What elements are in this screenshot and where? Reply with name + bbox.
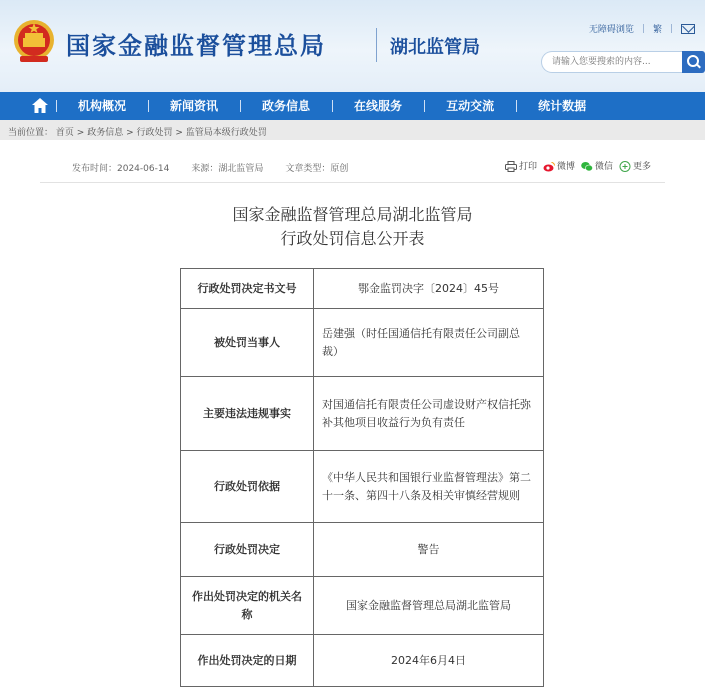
- site-title[interactable]: 国家金融监督管理总局: [66, 32, 326, 60]
- nav-item-online-service[interactable]: 在线服务: [332, 92, 424, 120]
- table-row: [181, 451, 544, 523]
- table-value: 岳建强（时任国通信托有限责任公司副总裁）: [314, 309, 544, 377]
- search-icon[interactable]: [682, 51, 705, 73]
- breadcrumb-item-home[interactable]: 首页: [55, 128, 74, 138]
- nav-item-statistics[interactable]: 统计数据: [516, 92, 608, 120]
- site-header: [0, 0, 705, 92]
- table-value: 国家金融监督管理总局湖北监管局: [314, 577, 544, 635]
- table-row: [181, 523, 544, 577]
- table-label: 行政处罚决定: [181, 523, 314, 577]
- breadcrumb-separator: >: [126, 128, 137, 138]
- document-title: [0, 203, 705, 251]
- breadcrumb-item-government-info[interactable]: 政务信息: [87, 128, 124, 138]
- table-label: 主要违法违规事实: [181, 377, 314, 451]
- breadcrumb-item-penalty[interactable]: 行政处罚: [136, 128, 173, 138]
- table-value: 对国通信托有限责任公司虚设财产权信托弥补其他项目收益行为负有责任: [314, 377, 544, 451]
- nav-item-news[interactable]: 新闻资讯: [148, 92, 240, 120]
- share-bar: [505, 159, 651, 172]
- wechat-icon: [581, 161, 593, 172]
- table-row: [181, 577, 544, 635]
- table-row: [181, 635, 544, 687]
- plus-circle-icon: [619, 161, 631, 172]
- home-icon[interactable]: [32, 98, 48, 113]
- table-label: 作出处罚决定的日期: [181, 635, 314, 687]
- table-label: 被处罚当事人: [181, 309, 314, 377]
- wechat-label: 微信: [594, 162, 613, 172]
- national-emblem-icon[interactable]: [12, 16, 56, 66]
- meta-divider: [40, 182, 665, 183]
- weibo-label: 微博: [556, 162, 575, 172]
- divider: |: [669, 23, 673, 34]
- table-value: 警告: [314, 523, 544, 577]
- divider: |: [641, 23, 645, 34]
- nav-item-government-info[interactable]: 政务信息: [240, 92, 332, 120]
- document-title-line1: 国家金融监督管理总局湖北监管局: [232, 205, 473, 224]
- table-row: [181, 269, 544, 309]
- accessibility-link[interactable]: 无障碍浏览: [588, 25, 634, 35]
- breadcrumb-separator: >: [175, 128, 186, 138]
- table-label: 行政处罚依据: [181, 451, 314, 523]
- more-button[interactable]: [619, 159, 651, 172]
- table-value: 《中华人民共和国银行业监督管理法》第二十一条、第四十八条及相关审慎经营规则: [314, 451, 544, 523]
- top-links: [589, 22, 695, 35]
- article-meta: [72, 161, 348, 174]
- penalty-info-table: [180, 268, 544, 687]
- table-label: 行政处罚决定书文号: [181, 269, 314, 309]
- breadcrumb-separator: >: [76, 128, 88, 138]
- weibo-icon: [543, 161, 555, 172]
- table-label: 作出处罚决定的机关名称: [181, 577, 314, 635]
- site-subtitle[interactable]: 湖北监管局: [390, 37, 480, 58]
- breadcrumb-prefix: 当前位置：: [8, 128, 54, 138]
- nav-home[interactable]: [0, 92, 56, 120]
- publish-time: 发布时间：2024-06-14: [72, 164, 170, 174]
- table-value: 鄂金监罚决字〔2024〕45号: [314, 269, 544, 309]
- nav-item-interaction[interactable]: 互动交流: [424, 92, 516, 120]
- breadcrumb-item-bureau-penalty[interactable]: 监管局本级行政处罚: [185, 128, 267, 138]
- mail-icon[interactable]: [681, 24, 695, 34]
- search-input[interactable]: [541, 51, 682, 73]
- main-nav: [0, 92, 705, 120]
- wechat-button[interactable]: [581, 159, 613, 172]
- table-row: [181, 309, 544, 377]
- print-icon: [505, 161, 517, 172]
- document-title-line2: 行政处罚信息公开表: [280, 229, 425, 248]
- nav-item-about[interactable]: 机构概况: [56, 92, 148, 120]
- weibo-button[interactable]: [543, 159, 575, 172]
- print-label: 打印: [518, 162, 537, 172]
- doc-type: 文章类型：原创: [285, 164, 349, 174]
- more-label: 更多: [632, 162, 651, 172]
- source: 来源：湖北监管局: [191, 164, 264, 174]
- table-row: [181, 377, 544, 451]
- breadcrumb: [0, 120, 705, 140]
- traditional-chinese-link[interactable]: 繁: [652, 25, 662, 35]
- table-value: 2024年6月4日: [314, 635, 544, 687]
- title-divider: [376, 28, 377, 62]
- print-button[interactable]: [505, 159, 537, 172]
